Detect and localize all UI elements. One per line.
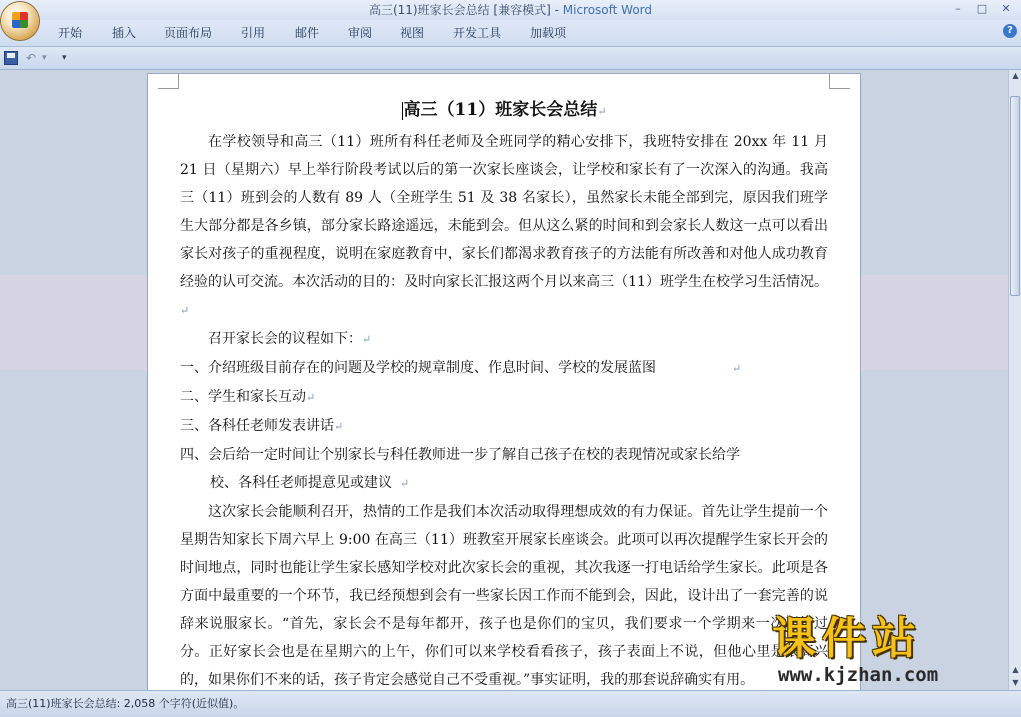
close-button[interactable]: ✕ bbox=[1001, 2, 1011, 15]
agenda-item-2 bbox=[180, 383, 828, 412]
undo-icon[interactable]: ↶ bbox=[26, 51, 37, 65]
tab-insert[interactable]: 插入 bbox=[112, 26, 137, 40]
minimize-button[interactable]: – bbox=[955, 2, 961, 15]
agenda-item-text: 三、各科任老师发表讲话 bbox=[180, 418, 334, 434]
office-button[interactable] bbox=[1, 2, 39, 40]
paragraph-mark-icon: ↵ bbox=[400, 477, 410, 490]
watermark-url: www.kjzhan.com bbox=[778, 664, 939, 686]
paragraph-mark-icon: ↵ bbox=[362, 333, 372, 346]
tab-add-ins[interactable]: 加载项 bbox=[530, 26, 567, 40]
paragraph-intro bbox=[180, 128, 828, 325]
agenda-item-4-continued bbox=[180, 469, 828, 498]
tab-mailings[interactable]: 邮件 bbox=[295, 26, 320, 40]
paragraph-mark-icon: ↵ bbox=[306, 391, 316, 404]
paragraph-summary-text: 这次家长会能顺利召开，热情的工作是我们本次活动取得理想成效的有力保证。首先让学生提前一个星期告知家长下周六早上 9:00 在高三（11）班教室开展家长座谈会。此项可以再次提醒学生家长开会的时间地点，同时也能让学生家长感知学校对此次家长会的重视，其次我逐一打电话给学生家长。此项是各方面中最重要的一个环节，我已经预想到会有一些家长因工作而不能到会，因此，设计出了一套完善的说辞来说服家长。“首先，家长会不是每年都开，孩子也是你们的宝贝，我们要求一个学期来一次不算过分。正好家长会也是在星期六的上午，你们可以来学校看看孩子，孩子表面上不说，但他心里是很高兴的，如果你们不来的话，孩子肯定会感觉自己不受重视。”事实证明，我的那套说辞确实有用。 bbox=[180, 504, 828, 688]
window-title: 高三(11)班家长会总结 [兼容模式] - bbox=[368, 3, 563, 17]
tab-developer[interactable]: 开发工具 bbox=[453, 26, 502, 40]
document-title-text: 高三（11）班家长会总结 bbox=[403, 100, 598, 120]
paragraph-mark-icon: ↵ bbox=[597, 105, 607, 118]
agenda-item-3 bbox=[180, 412, 828, 441]
paragraph-mark-icon: ↵ bbox=[180, 304, 190, 317]
crop-mark-top-right bbox=[829, 74, 850, 89]
agenda-item-4 bbox=[180, 441, 828, 469]
previous-page-icon[interactable]: ▲ bbox=[1012, 665, 1019, 674]
agenda-item-text: 二、学生和家长互动 bbox=[180, 389, 306, 405]
paragraph-mark-icon: ↵ bbox=[732, 362, 742, 375]
scrollbar-thumb[interactable] bbox=[1010, 96, 1020, 296]
app-name: Microsoft Word bbox=[562, 3, 653, 17]
scroll-up-arrow-icon[interactable]: ▲ bbox=[1012, 71, 1019, 80]
paragraph-intro-text: 在学校领导和高三（11）班所有科任老师及全班同学的精心安排下，我班特安排在 20xx 年 11 月 21 日（星期六）早上举行阶段考试以后的第一次家长座谈会，让学校和家长有了一次深入的沟通。我高三（11）班到会的人数有 89 人（全班学生 51 及 38 名家长），虽然家长未能全部到完，原因我们班学生大部分都是各乡镇，部分家长路途遥远，未能到会。但从这么紧的时间和到会家长人数这一点可以看出家长对孩子的重视程度，说明在家庭教育中，家长们都渴求教育孩子的方法能有所改善和对他人成功教育经验的认可交流。本次活动的目的：及时向家长汇报这两个月以来高三（11）班学生在校学习生活情况。 bbox=[180, 134, 828, 290]
undo-dropdown-icon[interactable]: ▾ bbox=[42, 53, 47, 63]
quick-access-toolbar bbox=[0, 47, 1021, 70]
document-page[interactable] bbox=[148, 74, 860, 690]
tab-view[interactable]: 视图 bbox=[400, 26, 425, 40]
agenda-item-text: 四、会后给一定时间让个别家长与科任教师进一步了解自己孩子在校的表现情况或家长给学 bbox=[180, 447, 740, 463]
paragraph-summary bbox=[180, 498, 828, 690]
help-icon[interactable]: ? bbox=[1003, 24, 1017, 38]
agenda-item-text: 校、各科任老师提意见或建议 bbox=[210, 475, 392, 491]
maximize-button[interactable]: □ bbox=[976, 2, 988, 15]
next-page-icon[interactable]: ▼ bbox=[1012, 678, 1019, 687]
tab-references[interactable]: 引用 bbox=[241, 26, 266, 40]
crop-mark-top-left bbox=[158, 74, 179, 89]
site-watermark bbox=[770, 614, 1018, 690]
title-bar bbox=[0, 0, 1021, 20]
document-workspace bbox=[0, 70, 1008, 690]
word-count-status[interactable]: 高三(11)班家长会总结: 2,058 个字符(近似值)。 bbox=[6, 697, 245, 710]
office-logo-icon bbox=[12, 12, 28, 28]
vertical-scrollbar[interactable] bbox=[1008, 70, 1021, 690]
customize-toolbar-icon[interactable]: ▾ bbox=[62, 53, 67, 63]
status-bar bbox=[0, 690, 1021, 717]
document-body[interactable] bbox=[180, 92, 828, 690]
agenda-intro-text: 召开家长会的议程如下： bbox=[208, 331, 362, 347]
agenda-item-text: 一、介绍班级目前存在的问题及学校的规章制度、作息时间、学校的发展蓝图 bbox=[180, 360, 656, 376]
save-icon[interactable] bbox=[4, 51, 18, 65]
document-title bbox=[180, 92, 828, 128]
agenda-item-1 bbox=[180, 354, 828, 383]
ribbon-tab-bar bbox=[0, 20, 1021, 47]
paragraph-mark-icon: ↵ bbox=[334, 420, 344, 433]
tab-home[interactable]: 开始 bbox=[58, 26, 83, 40]
tab-page-layout[interactable]: 页面布局 bbox=[164, 26, 213, 40]
agenda-intro bbox=[180, 325, 828, 354]
text-cursor bbox=[402, 102, 403, 120]
tab-review[interactable]: 审阅 bbox=[348, 26, 373, 40]
watermark-logo-text: 课件站 bbox=[772, 613, 922, 664]
